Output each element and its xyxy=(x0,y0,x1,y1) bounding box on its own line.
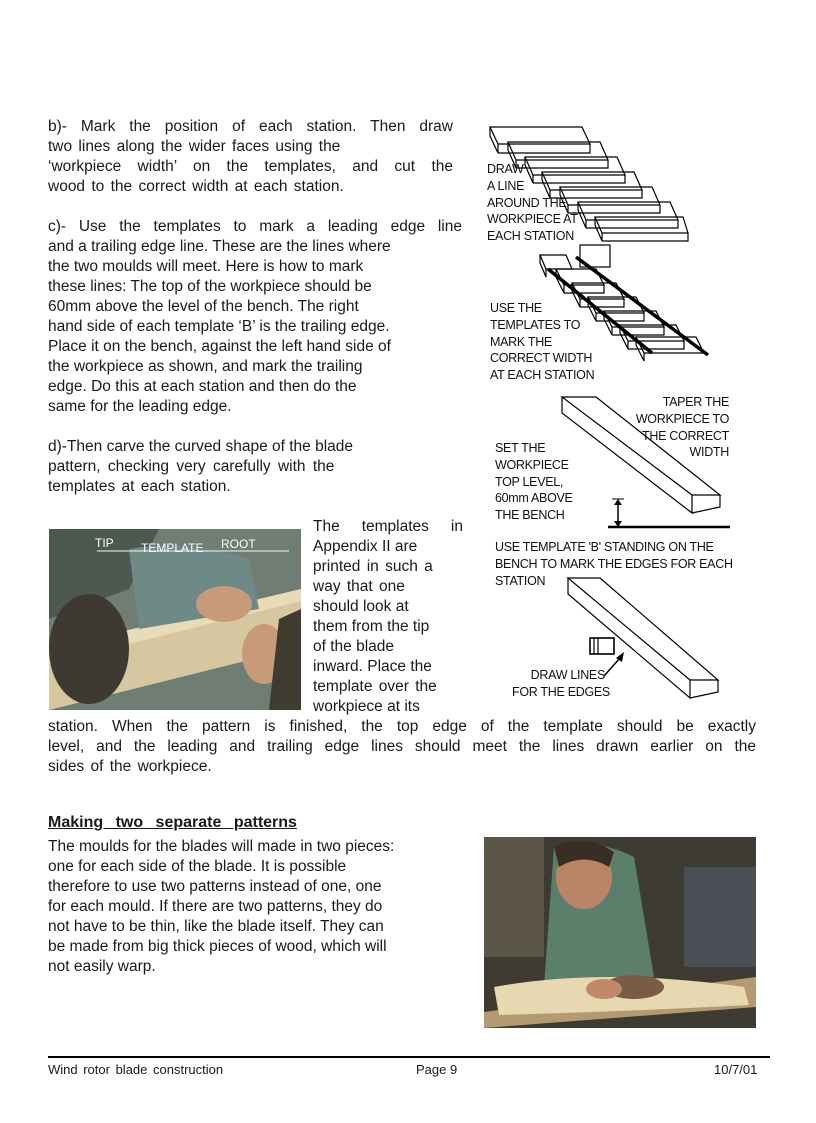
paragraph-b xyxy=(48,117,453,197)
text-line: two lines along the wider faces using the xyxy=(48,138,341,155)
text-line: pattern, checking very carefully with the xyxy=(48,458,335,475)
label-line: FOR THE EDGES xyxy=(512,684,610,699)
text-line: way that one xyxy=(313,578,405,595)
paragraph-templates xyxy=(313,517,463,717)
text-line: these lines: The top of the workpiece should be xyxy=(48,278,372,295)
label-line: USE THE xyxy=(490,301,542,315)
photo-label-tip: TIP xyxy=(95,536,114,550)
text-line: inward. Place the xyxy=(313,658,432,675)
text-line: b)- Mark the position of each station. Then draw xyxy=(48,118,453,135)
label-line: TOP LEVEL, xyxy=(495,474,564,489)
text-line: template over the xyxy=(313,678,437,695)
text-line: edge. Do this at each station and then do the xyxy=(48,378,357,395)
text-line: printed in such a xyxy=(313,558,433,575)
text-line: wood to the correct width at each station. xyxy=(48,178,344,195)
label-line: SET THE xyxy=(495,441,546,455)
text-line: therefore to use two patterns instead of one, one xyxy=(48,878,382,895)
footer-divider xyxy=(48,1056,770,1058)
label-line: USE TEMPLATE 'B' STANDING ON THE xyxy=(495,540,714,554)
photo-template-on-workpiece xyxy=(49,529,301,710)
text-line: not easily warp. xyxy=(48,958,156,975)
text-line: and a trailing edge line. These are the lines where xyxy=(48,238,391,255)
photo-label-template: TEMPLATE xyxy=(141,541,204,555)
label-line: THE BENCH xyxy=(495,508,565,523)
text-line: c)- Use the templates to mark a leading edge line xyxy=(48,218,462,235)
text-line: The templates in xyxy=(313,518,463,535)
label-set-workpiece xyxy=(495,440,573,524)
text-line: not have to be thin, like the blade itself. They can xyxy=(48,918,384,935)
text-line: ‘workpiece width’ on the templates, and cut the xyxy=(48,158,453,175)
text-line: Appendix II are xyxy=(313,538,418,555)
text-line: sides of the workpiece. xyxy=(48,758,212,775)
label-line: TEMPLATES TO xyxy=(490,317,581,332)
label-line: DRAW xyxy=(487,162,524,176)
text-line: workpiece at its xyxy=(313,698,420,715)
text-line: Place it on the bench, against the left hand side of xyxy=(48,338,391,355)
paragraph-d xyxy=(48,437,448,497)
photo-scene xyxy=(484,837,756,1028)
label-use-templates xyxy=(490,300,594,384)
text-line: them from the tip xyxy=(313,618,430,635)
text-line: of the blade xyxy=(313,638,395,655)
text-line: the workpiece as shown, and mark the trailing xyxy=(48,358,363,375)
paragraph-station xyxy=(48,717,756,777)
text-line: one for each side of the blade. It is possible xyxy=(48,858,347,875)
label-draw-lines xyxy=(512,667,610,701)
text-line: be made from big thick pieces of wood, which will xyxy=(48,938,387,955)
label-line: A LINE xyxy=(487,178,525,193)
photo-label-root: ROOT xyxy=(221,537,256,551)
text-line: level, and the leading and trailing edge lines should meet the lines drawn earlier on the xyxy=(48,738,756,755)
label-taper xyxy=(630,394,729,461)
text-line: d)-Then carve the curved shape of the blade xyxy=(48,438,354,455)
label-line: BENCH TO MARK THE EDGES FOR EACH xyxy=(495,556,733,571)
text-line: hand side of each template ‘B’ is the trailing edge. xyxy=(48,318,390,335)
text-line: station. When the pattern is finished, the top edge of the template should be exactly xyxy=(48,718,756,735)
photo-planing-workpiece xyxy=(484,837,756,1028)
text-line: The moulds for the blades will made in two pieces: xyxy=(48,838,395,855)
label-line: MARK THE xyxy=(490,334,552,349)
label-line: AROUND THE xyxy=(487,195,567,210)
label-draw-line xyxy=(487,161,578,245)
text-line: for each mould. If there are two patterns, they do xyxy=(48,898,383,915)
label-line: WIDTH xyxy=(689,445,729,460)
label-line: EACH STATION xyxy=(487,229,574,244)
text-line: same for the leading edge. xyxy=(48,398,232,415)
label-line: WORKPIECE TO xyxy=(635,411,729,426)
section-heading: Making two separate patterns xyxy=(48,814,297,831)
label-line: STATION xyxy=(495,573,546,588)
text-line: should look at xyxy=(313,598,409,615)
text-line: 60mm above the level of the bench. The right xyxy=(48,298,359,315)
photo-scene xyxy=(49,529,301,710)
label-line: THE CORRECT xyxy=(642,428,729,443)
text-line: templates at each station. xyxy=(48,478,231,495)
label-line: DRAW LINES xyxy=(530,668,605,682)
paragraph-moulds xyxy=(48,837,470,977)
label-line: CORRECT WIDTH xyxy=(490,351,593,366)
page-number: Page 9 xyxy=(416,1062,458,1077)
footer-date: 10/7/01 xyxy=(714,1062,758,1077)
label-line: 60mm ABOVE xyxy=(495,491,573,506)
footer-title: Wind rotor blade construction xyxy=(48,1062,224,1077)
label-line: TAPER THE xyxy=(662,395,729,409)
text-line: the two moulds will meet. Here is how to mark xyxy=(48,258,364,275)
label-line: WORKPIECE AT xyxy=(487,212,578,227)
label-line: AT EACH STATION xyxy=(490,368,595,383)
paragraph-c xyxy=(48,217,462,417)
label-line: WORKPIECE xyxy=(495,457,569,472)
